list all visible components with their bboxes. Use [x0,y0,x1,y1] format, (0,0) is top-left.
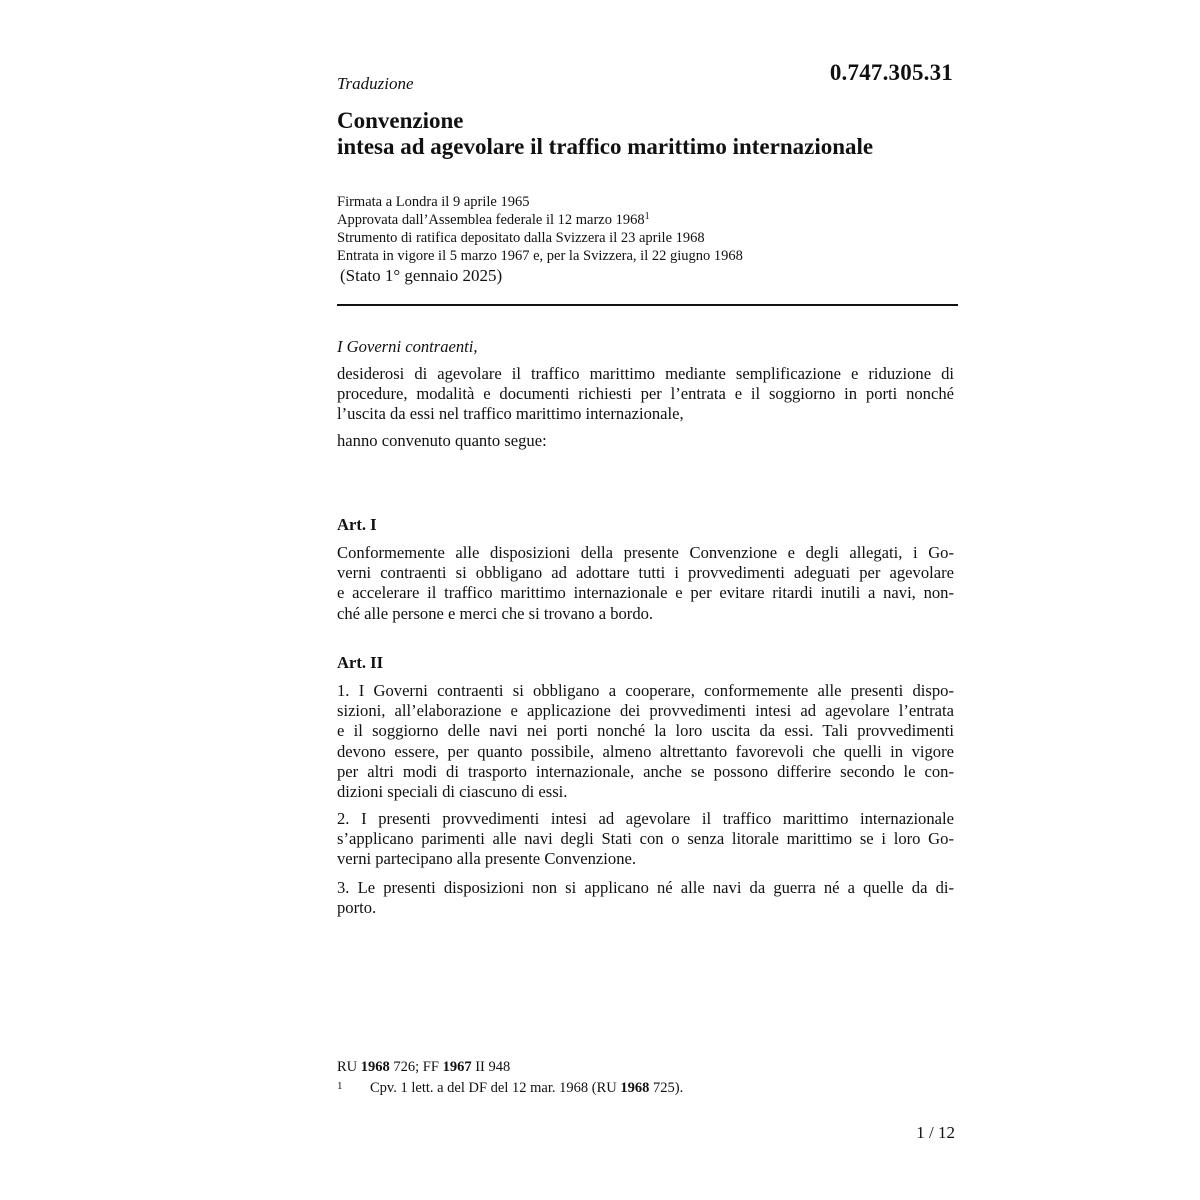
document-page [337,0,957,1200]
footnote-1-year[interactable]: 1968 [620,1080,650,1096]
preamble-line: l’uscita da essi nel traffico marittimo internazionale, [337,404,684,424]
article-line: Conformemente alle disposizioni della presente Convenzione e degli allegati, i Go- [337,543,954,562]
article-line: 1. I Governi contraenti si obbligano a cooperare, conformemente alle presenti dispo- [337,681,954,700]
signed-date: Firmata a Londra il 9 aprile 1965 [337,194,530,210]
page-number: 1 / 12 [916,1123,955,1142]
article-line: s’applicano parimenti alle navi degli Stati con o senza litorale marittimo se i loro Go- [337,829,954,849]
source-ru-prefix: RU [337,1059,361,1075]
translation-label: Traduzione [337,74,414,93]
document-metadata [337,193,957,265]
preamble-paragraph [337,364,954,425]
article-line: dizioni speciali di ciascuno di essi. [337,782,568,802]
approval-date [337,211,957,229]
article-1-paragraph [337,543,954,624]
source-reference [337,1058,957,1077]
footnote-ref-1[interactable]: 1 [644,211,650,222]
source-ru-rest: 726; FF [389,1059,443,1075]
article-line: per altri modi di trasporto internazionale, anche se possono differire secondo le con- [337,761,954,781]
status-date: (Stato 1° gennaio 2025) [340,266,503,285]
document-title [337,108,957,160]
sr-number: 0.747.305.31 [829,60,953,85]
article-line: verni contraenti si obbligano ad adottare tutti i provvedimenti adeguati per agevolare [337,563,954,583]
ratification-date: Strumento di ratifica depositato dalla Svizzera il 23 aprile 1968 [337,230,705,246]
article-line: e accelerare il traffico marittimo internazionale e per evitare ritardi inutili a navi, non- [337,583,954,603]
preamble-line: procedure, modalità e documenti richiesti per l’entrata e il soggiorno in porti nonché [337,384,954,404]
article-line: sizioni, all’elaborazione e applicazione dei provvedimenti intesi ad agevolare l’entrata [337,701,954,721]
footnote-1-text: Cpv. 1 lett. a del DF del 12 mar. 1968 (RU [370,1080,621,1096]
article-2-paragraph-2 [337,809,954,870]
article-1-heading: Art. I [337,515,377,534]
article-line: 3. Le presenti disposizioni non si applicano né alle navi da guerra né a quelle da di- [337,878,954,897]
article-line: ché alle persone e merci che si trovano a bordo. [337,603,654,623]
document-header [337,60,957,100]
article-line: devono essere, per quanto possibile, almeno altrettanto favorevoli che quelli in vigore [337,741,954,761]
preamble-conclusion: hanno convenuto quanto segue: [337,431,547,450]
source-ff-year[interactable]: 1967 [442,1059,472,1075]
source-ff-rest: II 948 [471,1059,511,1075]
footnote-1-mark: 1 [337,1080,343,1092]
article-2-heading: Art. II [337,653,384,672]
article-line: verni partecipano alla presente Convenzione. [337,849,637,869]
footnote-1 [337,1077,957,1098]
title-line-1: Convenzione [337,108,464,133]
preamble-line: desiderosi di agevolare il traffico marittimo mediante semplificazione e riduzione di [337,364,954,383]
article-2-paragraph-3 [337,878,954,918]
article-line: 2. I presenti provvedimenti intesi ad agevolare il traffico marittimo internazionale [337,809,954,828]
preamble-heading: I Governi contraenti, [337,337,478,356]
title-line-2: intesa ad agevolare il traffico marittimo internazionale [337,134,874,159]
article-line: porto. [337,898,377,918]
article-line: e il soggiorno delle navi nei porti nonché la loro uscita da essi. Tali provvedimenti [337,721,954,741]
source-ru-year[interactable]: 1968 [360,1059,390,1075]
header-divider [337,304,958,306]
footnotes [337,1058,957,1098]
entry-into-force: Entrata in vigore il 5 marzo 1967 e, per la Svizzera, il 22 giugno 1968 [337,248,743,264]
footnote-1-suffix: 725). [649,1080,684,1096]
approval-text: Approvata dall’Assemblea federale il 12 marzo 1968 [337,212,645,228]
article-2-paragraph-1 [337,681,954,802]
